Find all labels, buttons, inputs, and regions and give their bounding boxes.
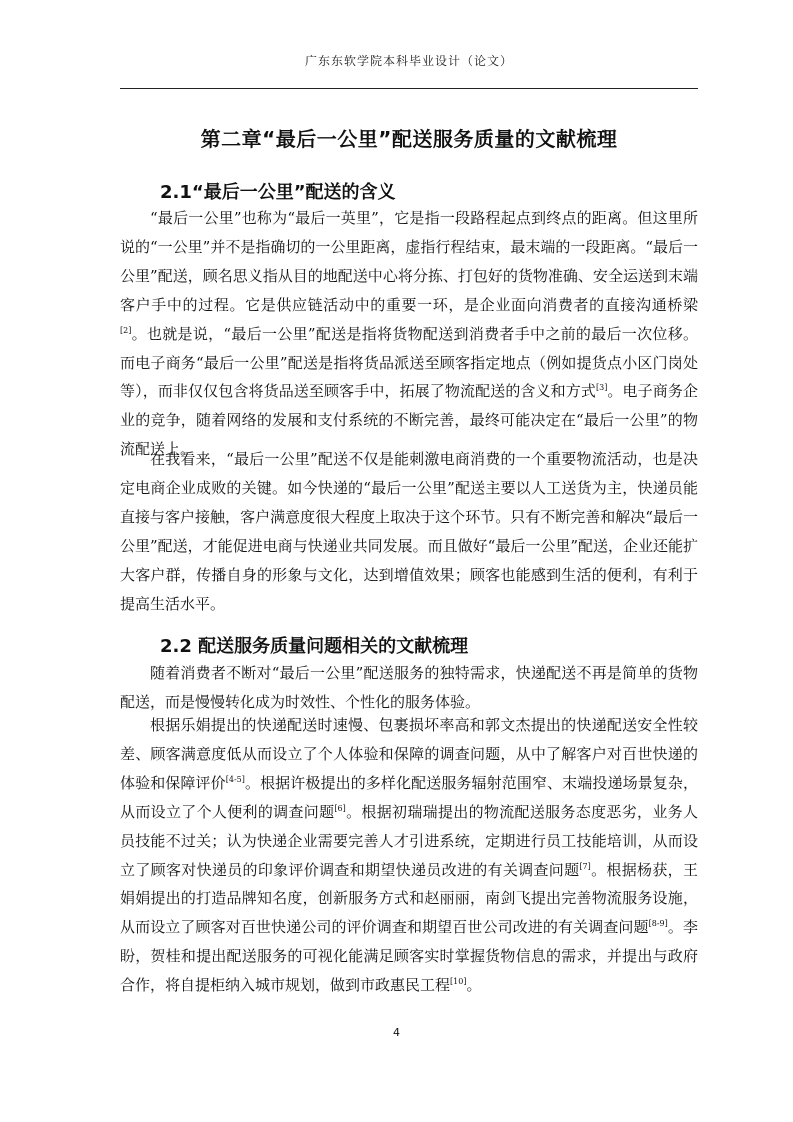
citation: [6] (334, 803, 346, 813)
running-header: 广东东软学院本科毕业设计（论文） (304, 54, 513, 68)
header-divider (120, 88, 698, 89)
section-title-2-2: 2.2 配送服务质量问题相关的文献梳理 (160, 636, 469, 657)
citation: [2] (120, 325, 132, 335)
citation: [3] (595, 383, 608, 393)
citation: [4-5] (225, 774, 245, 784)
citation: [10] (450, 977, 467, 987)
page-number: 4 (393, 1026, 400, 1039)
section-title-2-1: 2.1“最后一公里”配送的含义 (160, 182, 396, 203)
paragraph: 在我看来，“最后一公里”配送不仅是能刺激电商消费的一个重要物流活动，也是决定电商企业成败的关键。如今快递的“最后一公里”配送主要以人工送货为主，快递员能直接与客户接触，客户满意度很大程度上取决于这个环节。只有不断完善和解决“最后一公里”配送，才能促进电商与快递业共同发展。而且做好“最后一公里”配送，企业还能扩大客户群，传播自身的形象与文化，达到增值效果；顾客也能感到生活的便利，有利于提高生活水平。 (120, 450, 699, 613)
paragraph: 根据乐娟提出的快递配送时速慢、包裹损坏率高和郭文杰提出的快递配送安全性较差、顾客满意度低从而设立了个人体验和保障的调查问题，从中了解客户对百世快递的体验和保障评价[4-5]。根据许极提出的多样化配送服务辐射范围窄、末端投递场景复杂，从而设立了个人便利的调查问题[6]。根据初瑞瑞提出的物流配送服务态度恶劣，业务人员技能不过关；认为快递企业需要完善人才引进系统，定期进行员工技能培训，从而设立了顾客对快递员的印象评价调查和期望快递员改进的有关调查问题[7]。根据杨获，王娟娟提出的打造品牌知名度，创新服务方式和赵丽丽，南剑飞提出完善物流服务设施，从而设立了顾客对百世快递公司的评价调查和期望百世公司改进的有关调查问题[8-9]。李盼，贺桂和提出配送服务的可视化能满足顾客实时掌握货物信息的需求，并提出与政府合作，将自提柜纳入城市规划，做到市政惠民工程[10]。 (120, 716, 698, 995)
paragraph: “最后一公里”也称为“最后一英里”，它是指一段路程起点到终点的距离。但这里所说的“一公里”并不是指确切的一公里距离，虚指行程结束，最末端的一段距离。“最后一公里”配送，顾名思义指从目的地配送中心将分拣、打包好的货物准确、安全运送到末端客户手中的过程。它是供应链活动中的重要一环，是企业面向消费者的直接沟通桥梁[2]。也就是说，“最后一公里”配送是指将货物配送到消费者手中之前的最后一次位移。而电子商务“最后一公里”配送是指将货品派送至顾客指定地点（例如提货点小区门岗处等），而非仅仅包含将货品送至顾客手中，拓展了物流配送的含义和方式[3]。电子商务企业的竞争，随着网络的发展和支付系统的不断完善，最终可能决定在“最后一公里”的物流配送上。 (120, 209, 699, 459)
paragraph: 随着消费者不断对“最后一公里”配送服务的独特需求，快递配送不再是简单的货物配送，而是慢慢转化成为时效性、个性化的服务体验。 (120, 664, 698, 711)
citation: [8-9] (648, 919, 668, 929)
citation: [7] (579, 861, 591, 871)
chapter-title: 第二章“最后一公里”配送服务质量的文献梳理 (200, 127, 618, 151)
